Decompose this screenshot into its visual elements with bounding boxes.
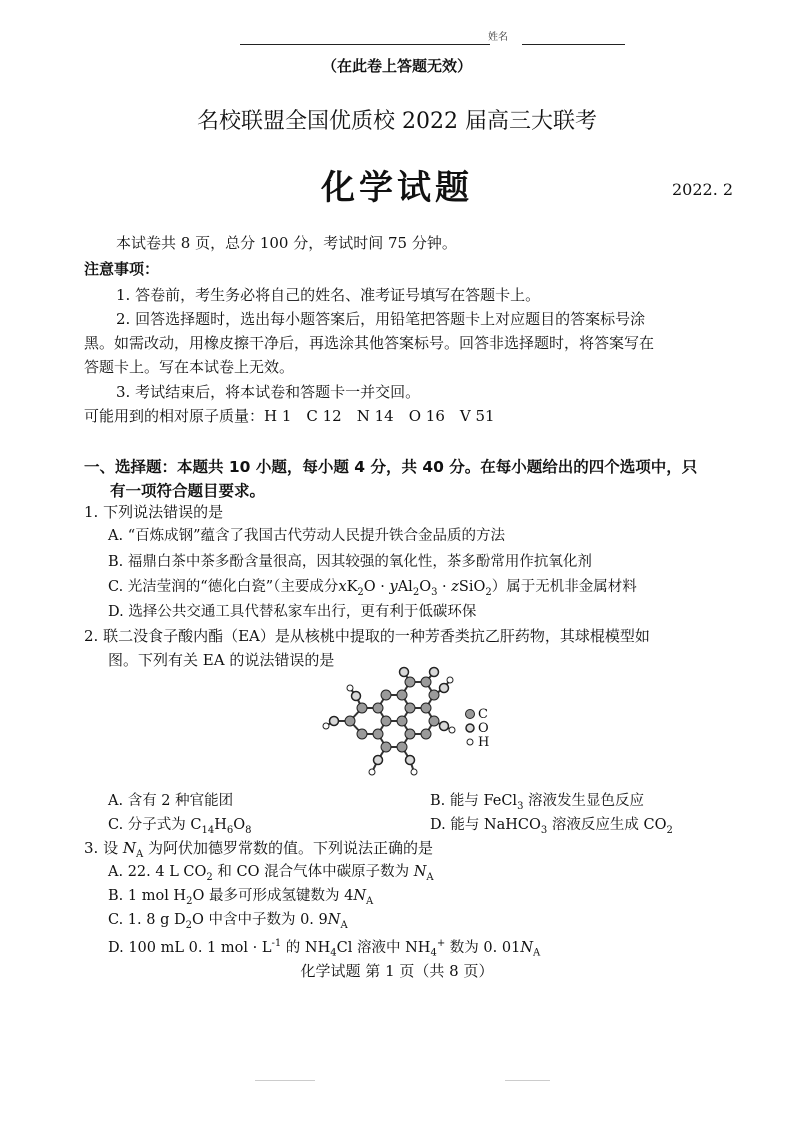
option-text: B. 能与 FeCl xyxy=(430,793,518,809)
scan-mark xyxy=(255,1080,315,1081)
subscript: A xyxy=(426,871,434,883)
atomic-masses: 可能用到的相对原子质量：H 1 C 12 N 14 O 16 V 51 xyxy=(84,407,495,425)
intro-text: 本试卷共 8 页，总分 100 分，考试时间 75 分钟。 xyxy=(116,234,457,252)
option-text: N xyxy=(520,939,534,956)
option-text: B. 1 mol H xyxy=(108,888,187,904)
subscript: 2 xyxy=(186,895,193,907)
option-text: O 中含中子数为 0. 9 xyxy=(191,912,328,928)
scan-mark xyxy=(505,1080,550,1081)
question-1-stem: 1. 下列说法错误的是 xyxy=(84,503,224,521)
subscript: A xyxy=(135,849,144,860)
subscript: 6 xyxy=(226,824,234,836)
no-answer-note: （在此卷上答题无效） xyxy=(321,57,472,75)
carbon-atoms xyxy=(345,677,439,752)
superscript: -1 xyxy=(271,938,282,949)
option-text: C. 分子式为 C xyxy=(108,817,202,833)
molecule-figure xyxy=(310,666,520,786)
question-1-option-d: D. 选择公共交通工具代替私家车出行，更有利于低碳环保 xyxy=(108,604,477,620)
option-text: C. 1. 8 g D xyxy=(108,912,186,928)
question-2-stem-line1: 2. 联二没食子酸内酯（EA）是从核桃中提取的一种芳香类抗乙肝药物，其球棍模型如 xyxy=(84,627,650,645)
subscript: 2 xyxy=(666,824,673,836)
option-text: x xyxy=(338,579,347,595)
option-text: A. 22. 4 L CO xyxy=(108,864,207,880)
option-text: N xyxy=(413,864,427,880)
option-text: · xyxy=(437,579,452,595)
notes-title: 注意事项： xyxy=(84,260,160,278)
question-2-option-d xyxy=(430,813,673,843)
subscript: 14 xyxy=(201,824,215,836)
option-text: 和 CO 混合气体中碳原子数为 xyxy=(212,864,414,880)
legend-carbon-label: C xyxy=(478,707,488,722)
option-text: N xyxy=(327,912,341,928)
subscript: 3 xyxy=(431,586,438,598)
legend-hydrogen-label: H xyxy=(478,735,490,750)
question-text: 3. 设 xyxy=(84,839,123,857)
subscript: 3 xyxy=(517,800,524,812)
option-text: O 最多可形成氢键数为 4 xyxy=(192,888,354,904)
option-text: D. 100 mL 0. 1 mol · L xyxy=(108,939,272,956)
note-1: 1. 答卷前，考生务必将自己的姓名、准考证号填写在答题卡上。 xyxy=(116,286,541,304)
subscript: A xyxy=(340,919,348,931)
subscript: 2 xyxy=(206,871,213,883)
subscript: A xyxy=(533,947,541,959)
note-2-line1: 2. 回答选择题时，选出每小题答案后，用铅笔把答题卡上对应题目的答案标号涂 xyxy=(116,310,646,328)
question-text: 为阿伏加德罗常数的值。下列说法正确的是 xyxy=(143,839,433,857)
question-2-stem-line2: 图。下列有关 EA 的说法错误的是 xyxy=(108,651,335,669)
note-3: 3. 考试结束后，将本试卷和答题卡一并交回。 xyxy=(116,383,421,401)
subscript: 4 xyxy=(330,947,337,959)
option-text: K xyxy=(346,579,358,595)
option-text: O xyxy=(233,817,246,833)
option-text: Al xyxy=(397,579,413,595)
option-text: 数为 0. 01 xyxy=(445,939,521,956)
option-text: z xyxy=(451,579,459,595)
option-text: y xyxy=(389,579,398,595)
question-1-option-a: A. “百炼成钢”蕴含了我国古代劳动人民提升铁合金品质的方法 xyxy=(108,528,506,544)
page-title: 化学试题 xyxy=(321,168,473,208)
question-1-option-b: B. 福鼎白茶中茶多酚含量很高，因其较强的氧化性，茶多酚常用作抗氧化剂 xyxy=(108,554,592,570)
subscript: 2 xyxy=(485,586,492,598)
name-hint: 姓名 xyxy=(488,32,508,43)
option-text: H xyxy=(214,817,227,833)
option-text: SiO xyxy=(458,579,486,595)
section-1-heading-line1: 一、选择题：本题共 10 小题，每小题 4 分，共 40 分。在每小题给出的四个选项中，只 xyxy=(84,458,698,476)
option-text: Cl 溶液中 NH xyxy=(336,939,431,956)
question-2-option-a: A. 含有 2 种官能团 xyxy=(108,793,234,809)
exam-title: 名校联盟全国优质校 2022 届高三大联考 xyxy=(197,109,597,134)
legend-oxygen-label: O xyxy=(478,721,489,736)
option-text: N xyxy=(353,888,366,904)
subscript: 3 xyxy=(540,824,548,836)
option-text: O xyxy=(419,579,432,595)
underline xyxy=(522,44,625,45)
option-text: 溶液发生显色反应 xyxy=(523,793,645,809)
question-text: N xyxy=(122,839,136,857)
note-2-line2: 黑。如需改动，用橡皮擦干净后，再选涂其他答案标号。回答非选择题时，将答案写在 xyxy=(84,334,655,352)
option-text: O · xyxy=(363,579,390,595)
option-text: 的 NH xyxy=(281,939,331,956)
exam-date: 2022. 2 xyxy=(672,180,734,199)
option-text: D. 能与 NaHCO xyxy=(430,817,541,833)
subscript: A xyxy=(366,895,374,907)
name-line xyxy=(240,28,625,46)
note-2-line3: 答题卡上。写在本试卷上无效。 xyxy=(84,358,295,376)
option-text: C. 光洁莹润的“德化白瓷”（主要成分 xyxy=(108,579,339,595)
option-text: 溶液反应生成 CO xyxy=(547,817,667,833)
underline xyxy=(240,44,490,45)
subscript: 2 xyxy=(357,586,364,598)
subscript: 8 xyxy=(245,824,252,836)
superscript: + xyxy=(436,938,446,949)
option-text: ）属于无机非金属材料 xyxy=(491,579,637,595)
page-footer: 化学试题 第 1 页（共 8 页） xyxy=(300,962,494,980)
subscript: 2 xyxy=(412,586,420,598)
legend xyxy=(466,710,475,746)
subscript: 4 xyxy=(430,947,437,959)
section-1-heading-line2: 有一项符合题目要求。 xyxy=(110,482,266,500)
subscript: 2 xyxy=(185,919,192,931)
